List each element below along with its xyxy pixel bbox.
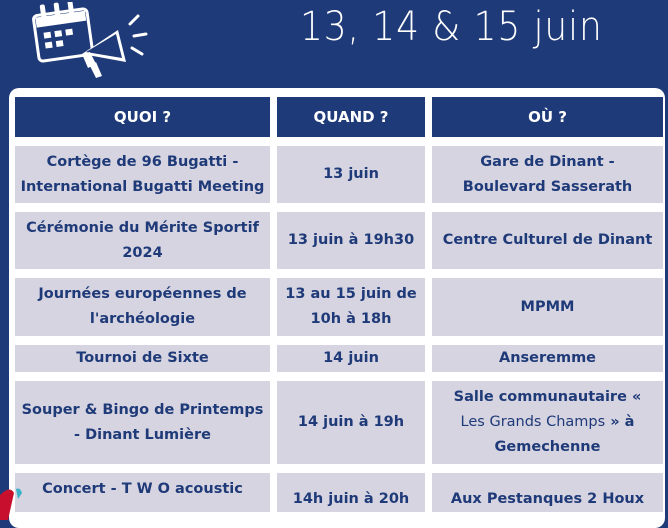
cell-ou: Salle communautaire « Les Grands Champs » à Gemechenne [425,372,663,464]
cell-ou: MPMM [425,269,663,336]
column-header-ou: OÙ ? [425,97,663,137]
venue-name: Les Grands Champs [460,414,606,430]
cell-quand: 14 juin à 19h [270,372,425,464]
calendar-megaphone-icon [30,2,160,80]
table-row [15,464,663,512]
events-table [15,97,663,512]
cell-quand: 14 juin [270,336,425,372]
cell-quand: 13 juin [270,137,425,203]
cell-ou: Anseremme [425,336,663,372]
table-row [15,137,663,203]
table-row [15,372,663,464]
column-header-quand: QUAND ? [270,97,425,137]
cell-quoi: Cortège de 96 Bugatti - International Bugatti Meeting [15,137,270,203]
cell-quoi: Souper & Bingo de Printemps - Dinant Lumière [15,372,270,464]
page-title: 13, 14 & 15 juin [300,4,603,50]
cell-ou: Gare de Dinant - Boulevard Sasserath [425,137,663,203]
cell-quoi: Tournoi de Sixte [15,336,270,372]
cell-ou: Centre Culturel de Dinant [425,203,663,269]
decorative-swoosh [0,485,40,520]
cell-quand: 14h juin à 20h [270,464,425,512]
cell-quoi: Journées européennes de l'archéologie [15,269,270,336]
cell-quoi: Cérémonie du Mérite Sportif 2024 [15,203,270,269]
cell-quand: 13 au 15 juin de 10h à 18h [270,269,425,336]
column-header-quoi: QUOI ? [15,97,270,137]
table-header-row [15,97,663,137]
table-row [15,336,663,372]
table-row [15,203,663,269]
cell-ou: Aux Pestanques 2 Houx [425,464,663,512]
header [0,0,668,86]
table-row [15,269,663,336]
cell-quoi: Concert - T W O acoustic [15,464,270,512]
cell-quand: 13 juin à 19h30 [270,203,425,269]
